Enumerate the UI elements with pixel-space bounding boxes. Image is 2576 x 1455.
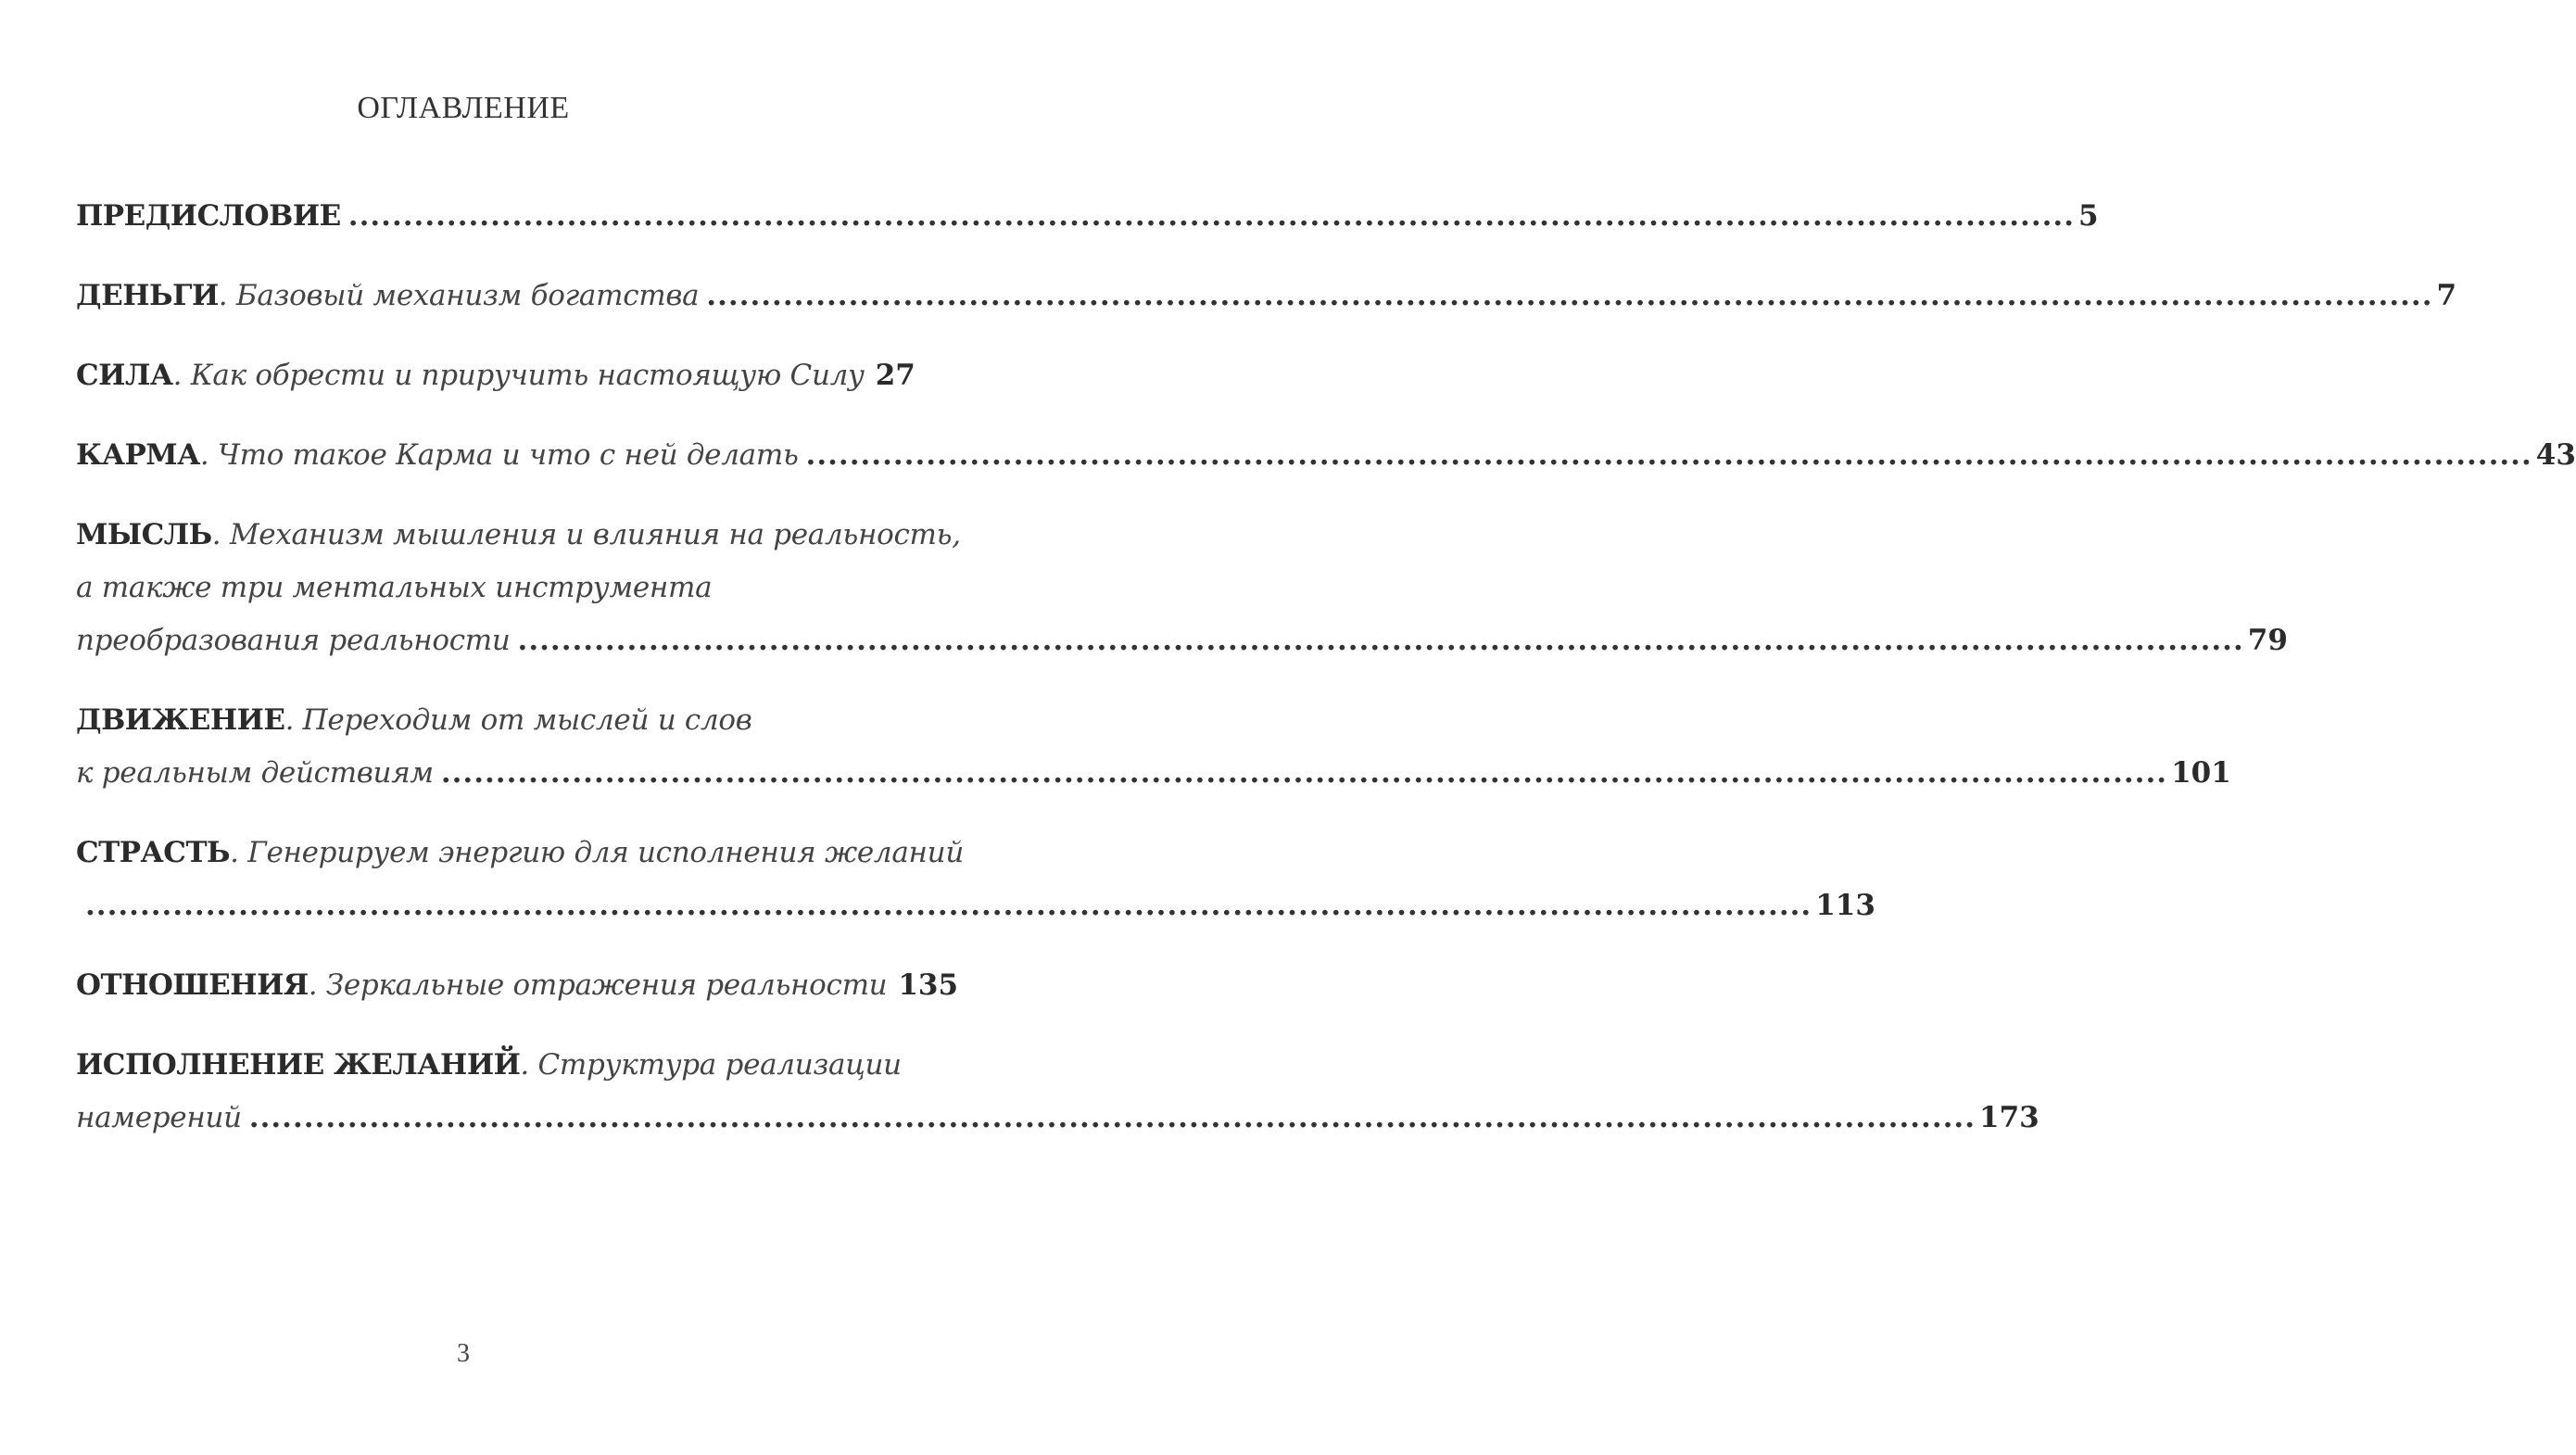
chapter-name: ДВИЖЕНИЕ — [76, 703, 285, 737]
toc-line — [76, 614, 2288, 667]
chapter-name: ОТНОШЕНИЯ — [76, 968, 309, 1002]
chapter-subtitle: . Базовый механизм богатства — [218, 279, 700, 312]
dot-leader: .............................................................................................................................................................. — [347, 199, 2075, 233]
page-number: 3 — [457, 1339, 470, 1368]
chapter-page: 43 — [2535, 438, 2576, 472]
chapter-name: ИСПОЛНЕНИЕ ЖЕЛАНИЙ — [76, 1048, 521, 1082]
chapter-page: 135 — [898, 968, 959, 1002]
page-title: ОГЛАВЛЕНИЕ — [357, 91, 570, 125]
toc-line — [76, 959, 959, 1012]
chapter-subtitle: а также три ментальных инструмента — [76, 571, 713, 604]
chapter-subtitle: . Как обрести и приручить настоящую Силу — [172, 359, 865, 392]
chapter-subtitle: . Генерируем энергию для исполнения желаний — [230, 836, 964, 869]
toc-line — [76, 562, 862, 614]
toc-line — [76, 509, 961, 562]
chapter-page: 27 — [875, 359, 915, 392]
toc-line — [76, 190, 2099, 243]
dot-leader: .............................................................................................................................................................. — [85, 889, 1812, 922]
toc-entry-power[interactable] — [76, 349, 915, 402]
chapter-name: ДЕНЬГИ — [76, 279, 219, 312]
chapter-page: 5 — [2078, 199, 2099, 233]
toc-line — [76, 1039, 902, 1092]
dot-leader: .............................................................................................................................................................. — [517, 624, 2244, 657]
toc-entry-preface[interactable] — [76, 190, 2099, 243]
toc-line — [76, 694, 862, 747]
dot-leader: .............................................................................................................................................................. — [805, 438, 2532, 472]
table-of-contents — [76, 190, 2576, 1171]
chapter-name: СИЛА — [76, 359, 173, 392]
chapter-subtitle: . Механизм мышления и влияния на реальность, — [211, 518, 961, 551]
chapter-subtitle: намерений — [76, 1101, 242, 1134]
toc-entry-movement[interactable] — [76, 694, 2231, 800]
chapter-subtitle: преобразования реальности — [76, 624, 511, 657]
toc-entry-passion[interactable] — [76, 827, 1875, 932]
toc-line — [76, 827, 964, 879]
chapter-subtitle: . Зеркальные отражения реальности — [308, 968, 888, 1002]
chapter-subtitle: . Переходим от мыслей и слов — [284, 703, 752, 737]
dot-leader: .............................................................................................................................................................. — [706, 279, 2433, 312]
toc-entry-wish-fulfillment[interactable] — [76, 1039, 2039, 1145]
toc-line — [76, 879, 1875, 932]
chapter-name: ПРЕДИСЛОВИЕ — [76, 199, 341, 233]
chapter-page: 113 — [1815, 889, 1875, 922]
chapter-page: 79 — [2247, 624, 2288, 657]
chapter-page: 7 — [2436, 279, 2457, 312]
dot-leader: .............................................................................................................................................................. — [440, 756, 2168, 790]
chapter-name: КАРМА — [76, 438, 200, 472]
chapter-name: СТРАСТЬ — [76, 836, 231, 869]
toc-entry-karma[interactable] — [76, 429, 2576, 482]
toc-line — [76, 747, 2231, 800]
toc-line — [76, 1092, 2039, 1145]
toc-line — [76, 349, 915, 402]
chapter-page: 173 — [1979, 1101, 2039, 1134]
toc-line — [76, 270, 2457, 323]
chapter-subtitle: . Что такое Карма и что с ней делать — [199, 438, 799, 472]
toc-entry-relationships[interactable] — [76, 959, 959, 1012]
dot-leader: .............................................................................................................................................................. — [248, 1101, 1976, 1134]
chapter-name: МЫСЛЬ — [76, 518, 212, 551]
chapter-subtitle: . Структура реализации — [520, 1048, 902, 1082]
chapter-page: 101 — [2171, 756, 2231, 790]
chapter-subtitle: к реальным действиям — [76, 756, 434, 790]
toc-line — [76, 429, 2576, 482]
toc-entry-thought[interactable] — [76, 509, 2288, 667]
toc-entry-money[interactable] — [76, 270, 2457, 323]
